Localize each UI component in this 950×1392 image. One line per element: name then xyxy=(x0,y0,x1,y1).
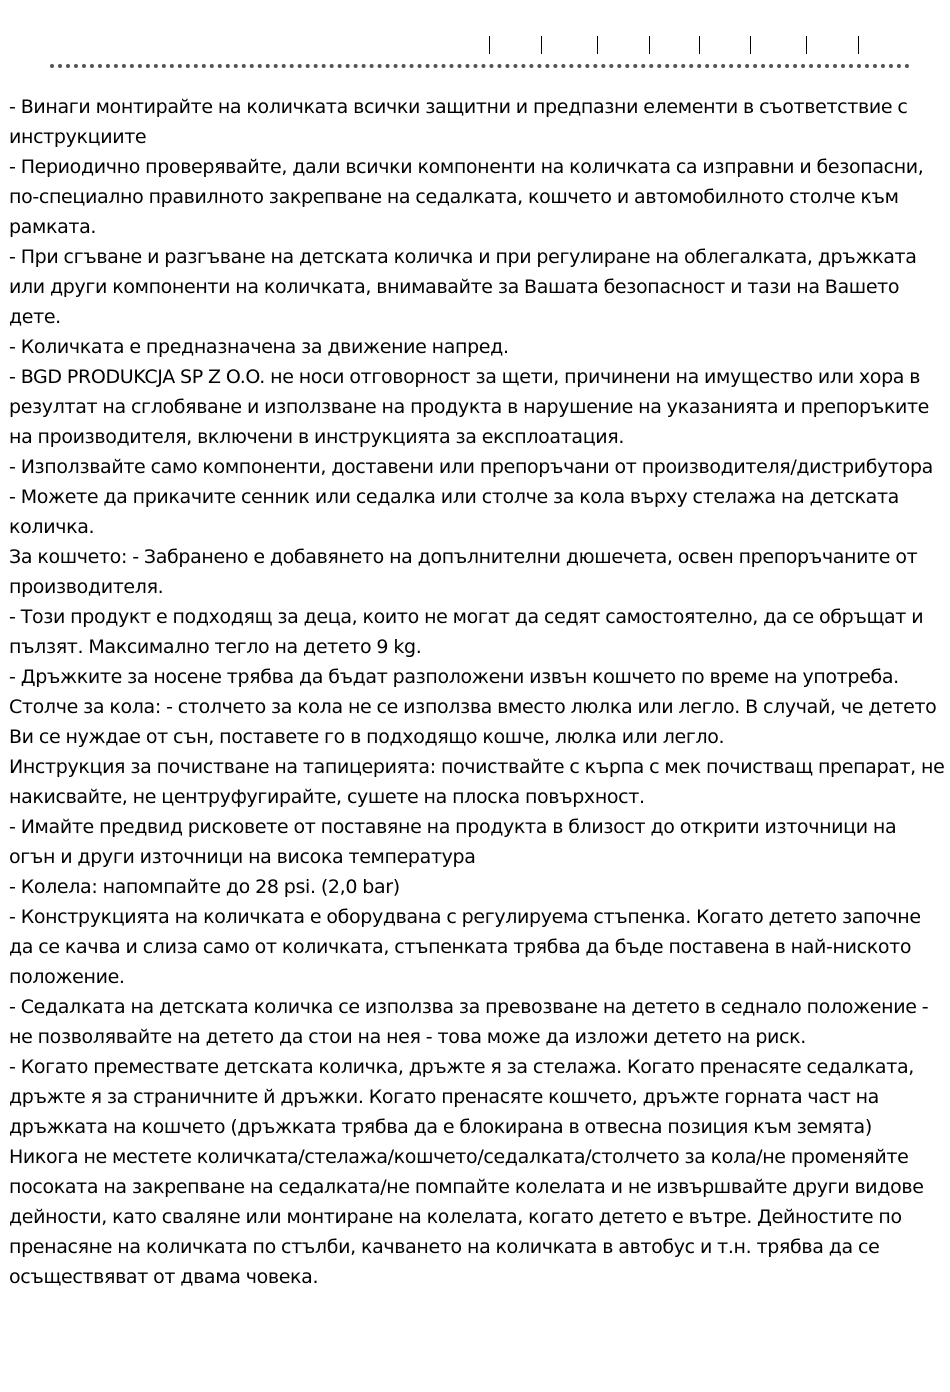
dotted-divider xyxy=(50,64,910,68)
paragraph: - Използвайте само компоненти, доставени или препоръчани от производителя/дистрибутора xyxy=(9,456,933,478)
paragraph: - Периодично проверявайте, дали всички компоненти на количката са изправни и безопасни, по-специално правилното закрепване на седалката, кошчето и автомобилното столче към рамката. xyxy=(9,156,924,238)
paragraph: - При сгъване и разгъване на детската количка и при регулиране на облегалката, дръжката или други компоненти на количката, внимавайте за Вашата безопасност и тази на Вашето дете. xyxy=(9,246,917,328)
header-tick-mark xyxy=(858,36,859,54)
paragraph: Никога не местете количката/стелажа/кошчето/седалката/столчето за кола/не променяйте посоката на закрепване на седалката/не помпайте колелата и не извършвайте други видове дейности, като сваляне или монтиране на колелата, когато детето е вътре. Дейностите по пренасяне на количката по стълби, качването на количката в автобус и т.н. трябва да се осъществяват от двама човека. xyxy=(9,1146,924,1288)
paragraph: За кошчето: - Забранено е добавянето на допълнителни дюшечета, освен препоръчаните от производителя. xyxy=(9,546,918,598)
paragraph: - Винаги монтирайте на количката всички защитни и предпазни елементи в съответствие с инструкциите xyxy=(9,96,908,148)
paragraph: - Количката е предназначена за движение напред. xyxy=(9,336,509,358)
header-tick-mark xyxy=(649,36,650,54)
paragraph: Инструкция за почистване на тапицерията: почиствайте с кърпа с мек почистващ препарат, не накисвайте, не центруфугирайте, сушете на плоска повърхност. xyxy=(9,756,945,808)
paragraph: - BGD PRODUKCJA SP Z O.O. не носи отговорност за щети, причинени на имущество или хора в резултат на сглобяване и използване на продукта в нарушение на указанията и препоръките на производителя, включени в инструкцията за експлоатация. xyxy=(9,366,930,448)
paragraph: - Колела: напомпайте до 28 psi. (2,0 bar) xyxy=(9,876,400,898)
paragraph: - Имайте предвид рисковете от поставяне на продукта в близост до открити източници на огън и други източници на висока температура xyxy=(9,816,897,868)
header-tick-mark xyxy=(699,36,700,54)
header-tick-mark xyxy=(541,36,542,54)
paragraph: - Можете да прикачите сенник или седалка или столче за кола върху стелажа на детската количка. xyxy=(9,486,899,538)
paragraph: - Когато премествате детската количка, дръжте я за стелажа. Когато пренасяте седалката, дръжте я за страничните й дръжки. Когато пренасяте кошчето, дръжте горната част на дръжката на кошчето (дръжката трябва да е блокирана в отвесна позиция към земята) xyxy=(9,1056,914,1138)
page-header xyxy=(0,0,950,80)
paragraph: - Този продукт е подходящ за деца, които не могат да седят самостоятелно, да се обръщат и пълзят. Максимално тегло на детето 9 kg. xyxy=(9,606,924,658)
header-tick-mark xyxy=(597,36,598,54)
header-tick-mark xyxy=(806,36,807,54)
paragraph: - Седалката на детската количка се използва за превозване на детето в седнало положение - не позволявайте на детето да стои на нея - това може да изложи детето на риск. xyxy=(9,996,929,1048)
header-tick-mark xyxy=(750,36,751,54)
paragraph: - Конструкцията на количката е оборудвана с регулируема стъпенка. Когато детето започне да се качва и слиза само от количката, стъпенката трябва да бъде поставена в най-ниското положение. xyxy=(9,906,921,988)
instructions-text xyxy=(9,92,945,1292)
paragraph: - Дръжките за носене трябва да бъдат разположени извън кошчето по време на употреба. Столче за кола: - столчето за кола не се използва вместо люлка или легло. В случай, че детето Ви се нуждае от сън, поставете го в подходящо кошче, люлка или легло. xyxy=(9,666,937,748)
header-tick-mark xyxy=(489,36,490,54)
